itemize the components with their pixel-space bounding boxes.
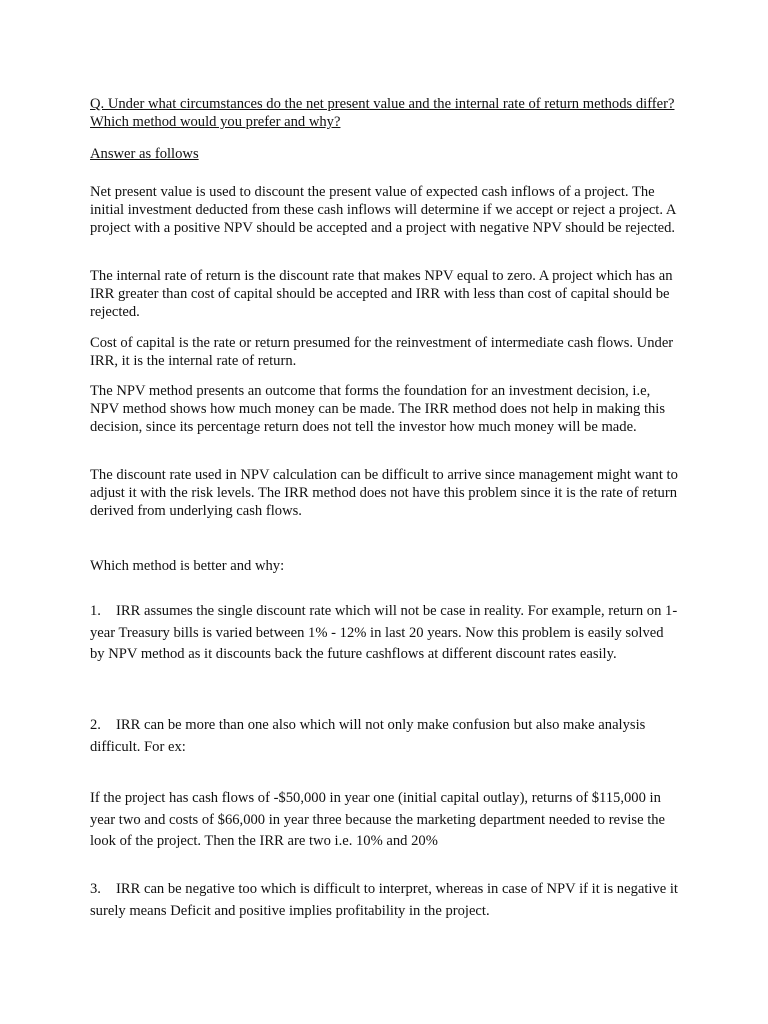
list-item [90,601,680,666]
list-item-number: 3. [90,881,101,897]
paragraph-cost-of-capital: Cost of capital is the rate or return presumed for the reinvestment of intermediate cash flows. Under IRR, it is the internal rate of return. [90,335,674,369]
list-item-number: 2. [90,717,101,733]
paragraph-irr-definition: The internal rate of return is the discount rate that makes NPV equal to zero. A project which has an IRR greater than cost of capital should be accepted and IRR with less than cost of capital should be rejected. [90,268,673,320]
list-item-text: IRR assumes the single discount rate which will not be case in reality. For example, return on 1- year Treasury bills is varied between 1% - 12% in last 20 years. Now this problem is easily solved by NPV method as it discounts back the future cashflows at different discount rates easily. [90,603,678,662]
list-item-number: 1. [90,603,101,619]
list-item [90,715,680,758]
which-method-heading: Which method is better and why: [90,558,285,574]
paragraph-npv-definition: Net present value is used to discount the present value of expected cash inflows of a project. The initial investment deducted from these cash inflows will determine if we accept or reject a project. A project with a positive NPV should be accepted and a project with negative NPV should be rejected. [90,184,676,236]
cash-flow-example: If the project has cash flows of -$50,000 in year one (initial capital outlay), returns of $115,000 in year two and costs of $66,000 in year three because the marketing department needed to revise the look of the project. Then the IRR are two i.e. 10% and 20% [90,790,666,849]
paragraph-discount-rate: The discount rate used in NPV calculation can be difficult to arrive since management might want to adjust it with the risk levels. The IRR method does not have this problem since it is the rate of return derived from underlying cash flows. [90,467,678,519]
paragraph-npv-vs-irr-decision: The NPV method presents an outcome that forms the foundation for an investment decision, i.e, NPV method shows how much money can be made. The IRR method does not help in making this decision, since its percentage return does not tell the investor how much money will be made. [90,383,666,435]
question-heading: Q. Under what circumstances do the net present value and the internal rate of return methods differ? Which method would you prefer and why? [90,96,675,130]
list-item-text: IRR can be more than one also which will not only make confusion but also make analysis difficult. For ex: [90,717,646,755]
list-item [90,879,680,922]
answer-heading: Answer as follows [90,146,199,162]
list-item-text: IRR can be negative too which is difficult to interpret, whereas in case of NPV if it is negative it surely means Deficit and positive implies profitability in the project. [90,881,678,919]
